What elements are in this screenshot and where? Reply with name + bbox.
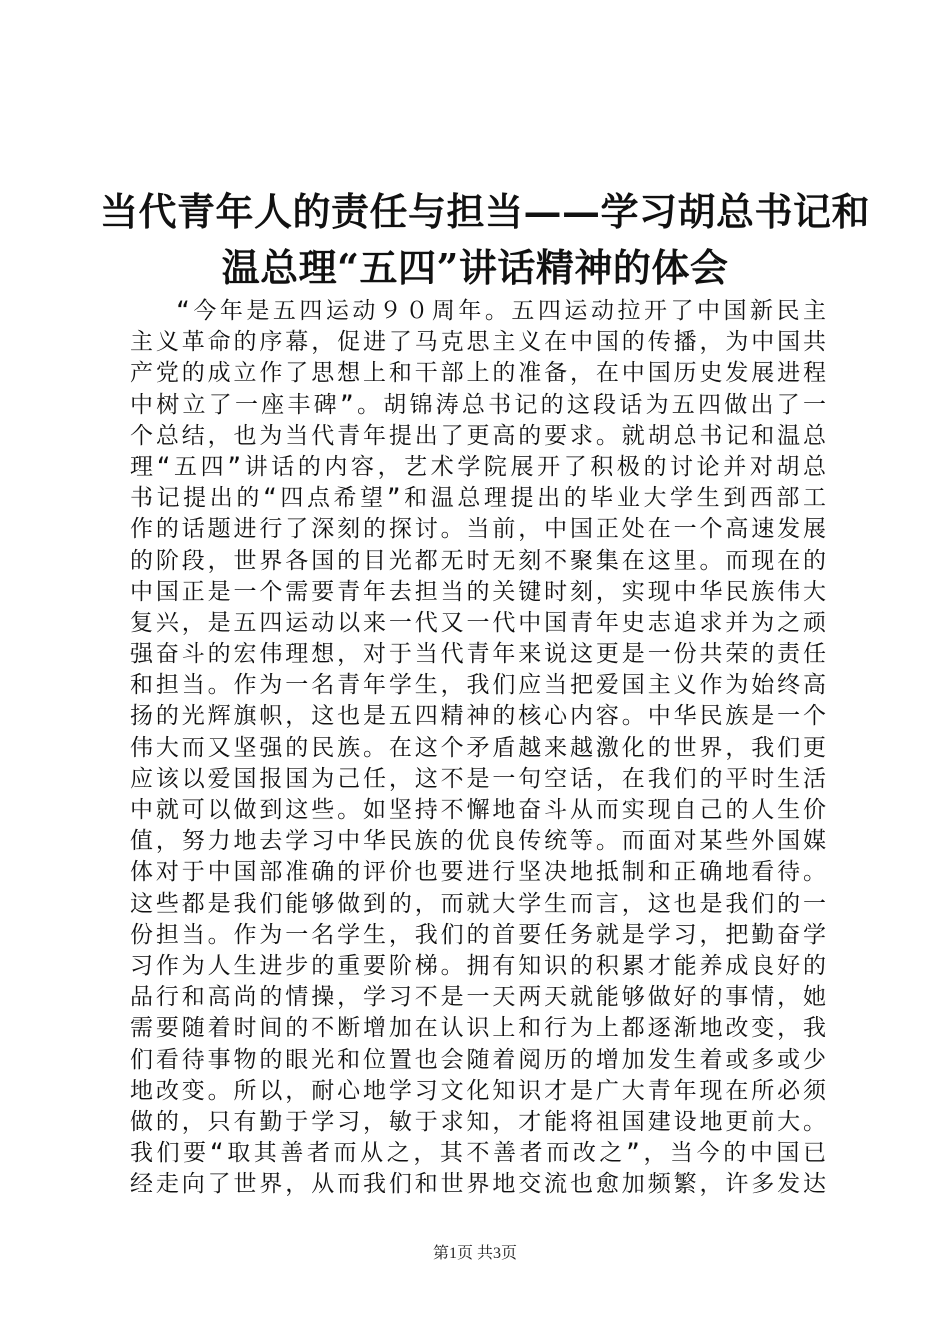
body-line: 地改变。所以，耐心地学习文化知识才是广大青年现在所必须 (130, 1077, 826, 1104)
body-line: 中就可以做到这些。如坚持不懈地奋斗从而实现自己的人生价 (130, 797, 826, 823)
body-line: 习作为人生进步的重要阶梯。拥有知识的积累才能养成良好的 (130, 952, 826, 979)
body-line: 的阶段，世界各国的目光都无时无刻不聚集在这里。而现在的 (130, 547, 826, 574)
body-line: “今年是五四运动９０周年。五四运动拉开了中国新民主 (176, 298, 826, 324)
body-line: 品行和高尚的情操，学习不是一天两天就能够做好的事情，她 (130, 984, 826, 1011)
body-line: 份担当。作为一名学生，我们的首要任务就是学习，把勤奋学 (130, 921, 826, 948)
body-line: 我们要“取其善者而从之，其不善者而改之”，当今的中国已 (130, 1140, 826, 1167)
body-line: 做的，只有勤于学习，敏于求知，才能将祖国建设地更前大。 (130, 1108, 826, 1135)
body-line: 应该以爱国报国为己任，这不是一句空话，在我们的平时生活 (130, 765, 826, 792)
document-body (130, 296, 826, 1200)
body-line: 个总结，也为当代青年提出了更高的要求。就胡总书记和温总 (130, 422, 826, 449)
body-line: 体对于中国部准确的评价也要进行坚决地抵制和正确地看待。 (130, 859, 826, 886)
body-line: 强奋斗的宏伟理想，对于当代青年来说这更是一份共荣的责任 (130, 641, 826, 668)
body-line: 伟大而又坚强的民族。在这个矛盾越来越激化的世界，我们更 (130, 734, 826, 761)
body-line: 需要随着时间的不断增加在认识上和行为上都逐渐地改变，我 (130, 1015, 826, 1042)
body-line: 中国正是一个需要青年去担当的关键时刻，实现中华民族伟大 (130, 578, 826, 605)
body-line: 值，努力地去学习中华民族的优良传统等。而面对某些外国媒 (130, 828, 826, 855)
document-title-line-1: 当代青年人的责任与担当——学习胡总书记和 (100, 189, 871, 234)
body-line: 作的话题进行了深刻的探讨。当前，中国正处在一个高速发展 (130, 516, 826, 543)
body-line: 书记提出的“四点希望”和温总理提出的毕业大学生到西部工 (130, 485, 826, 512)
body-line: 们看待事物的眼光和位置也会随着阅历的增加发生着或多或少 (130, 1046, 826, 1073)
body-line: 中树立了一座丰碑”。胡锦涛总书记的这段话为五四做出了一 (130, 391, 826, 418)
body-line: 扬的光辉旗帜，这也是五四精神的核心内容。中华民族是一个 (130, 703, 826, 730)
body-line: 和担当。作为一名青年学生，我们应当把爱国主义作为始终高 (130, 672, 826, 699)
body-line: 经走向了世界，从而我们和世界地交流也愈加频繁，许多发达 (130, 1171, 826, 1198)
document-title-line-2: 温总理“五四”讲话精神的体会 (221, 245, 729, 290)
body-line: 产党的成立作了思想上和干部上的准备，在中国历史发展进程 (130, 360, 826, 387)
body-line: 理“五四”讲话的内容，艺术学院展开了积极的讨论并对胡总 (130, 453, 826, 480)
page-footer: 第1页 共3页 (432, 1245, 517, 1262)
body-line: 这些都是我们能够做到的，而就大学生而言，这也是我们的一 (130, 890, 826, 917)
body-line: 复兴，是五四运动以来一代又一代中国青年史志追求并为之顽 (130, 609, 826, 636)
body-line: 主义革命的序幕，促进了马克思主义在中国的传播，为中国共 (130, 329, 826, 356)
